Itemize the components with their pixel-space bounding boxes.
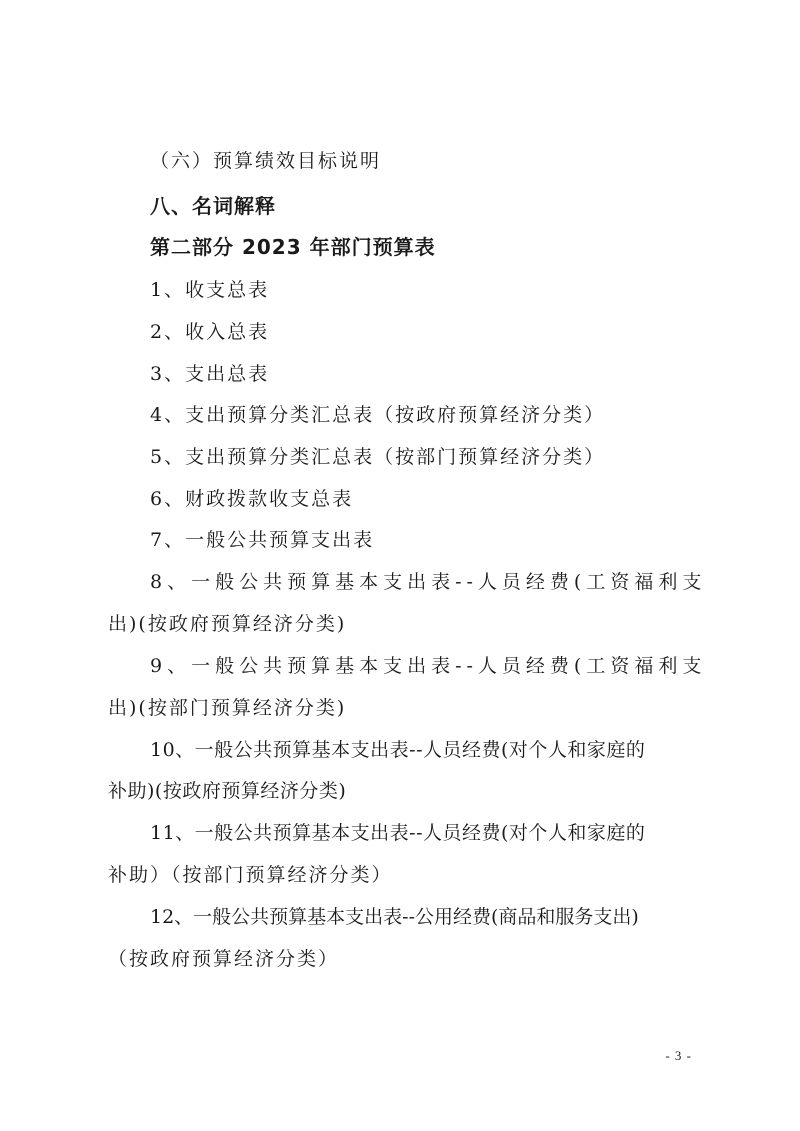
table-list-item-3: 3、支出总表 <box>150 363 270 385</box>
table-list-item-12: 12、一般公共预算基本支出表--公用经费(商品和服务支出) <box>150 906 639 928</box>
table-list-item-1: 1、收支总表 <box>150 279 270 301</box>
table-list-item-2: 2、收入总表 <box>150 321 270 343</box>
section-heading-glossary: 八、名词解释 <box>150 194 276 218</box>
table-list-item-7: 7、一般公共预算支出表 <box>150 529 375 551</box>
table-list-item-12-cont: （按政府预算经济分类） <box>108 948 340 970</box>
table-list-item-4: 4、支出预算分类汇总表（按政府预算经济分类） <box>150 404 606 426</box>
subsection-budget-performance: （六）预算绩效目标说明 <box>150 150 382 172</box>
table-list-item-10-cont: 补助)(按政府预算经济分类) <box>108 780 347 802</box>
table-list-item-9-cont: 出)(按部门预算经济分类) <box>108 697 347 719</box>
table-list-item-11-cont: 补助）（按部门预算经济分类） <box>108 864 393 886</box>
table-list-item-8: 8、一般公共预算基本支出表--人员经费(工资福利支 <box>150 571 707 593</box>
table-list-item-5: 5、支出预算分类汇总表（按部门预算经济分类） <box>150 446 606 468</box>
table-list-item-11: 11、一般公共预算基本支出表--人员经费(对个人和家庭的 <box>150 822 646 844</box>
table-list-item-8-cont: 出)(按政府预算经济分类) <box>108 613 347 635</box>
table-list-item-10: 10、一般公共预算基本支出表--人员经费(对个人和家庭的 <box>150 739 646 761</box>
table-list-item-9: 9、一般公共预算基本支出表--人员经费(工资福利支 <box>150 655 707 677</box>
table-list-item-6: 6、财政拨款收支总表 <box>150 488 354 510</box>
page-number: - 3 - <box>665 1048 692 1063</box>
part-two-heading: 第二部分 2023 年部门预算表 <box>150 235 436 259</box>
